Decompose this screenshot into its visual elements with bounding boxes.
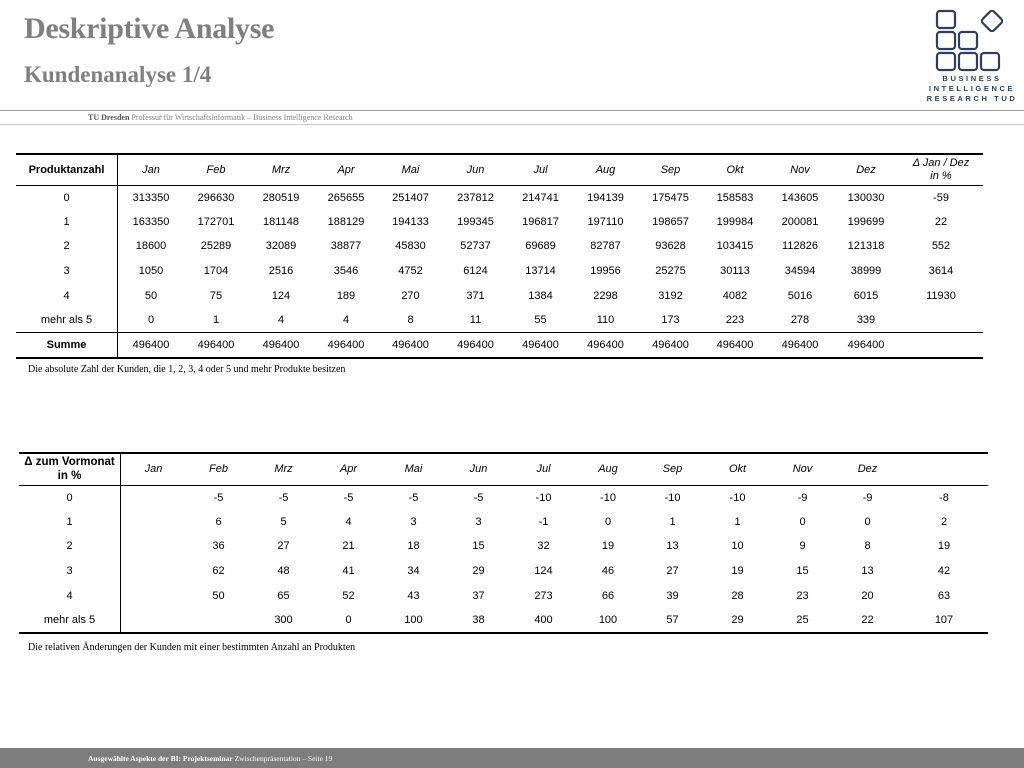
footer-bar <box>0 748 1024 768</box>
column-header: Aug <box>573 154 638 185</box>
column-header: Okt <box>705 453 770 485</box>
table-cell: 278 <box>790 314 810 327</box>
table-cell: -10 <box>729 491 746 504</box>
table-cell: 199699 <box>847 215 885 228</box>
table-cell: 199984 <box>716 215 754 228</box>
column-header: Mai <box>381 453 446 485</box>
delta-cell <box>899 333 983 359</box>
row-label: 2 <box>16 234 118 259</box>
column-header: Mrz <box>251 453 316 485</box>
column-header: Nov <box>770 453 835 485</box>
table-cell: 2 <box>940 515 948 528</box>
table-cell: 8 <box>864 540 871 553</box>
table-cell: 43 <box>407 589 420 602</box>
table-cell: 181148 <box>263 215 299 228</box>
table-cell: 0 <box>799 515 806 528</box>
table-cell: 0 <box>604 515 612 528</box>
table-cell: 112826 <box>782 240 818 253</box>
table-cell: 3 <box>410 515 417 528</box>
table-cell: 10 <box>731 540 744 553</box>
table-cell <box>121 534 187 559</box>
table-cell: 19 <box>937 540 951 553</box>
business-intelligence-research-logo <box>926 8 1018 104</box>
table-cell <box>186 608 251 633</box>
table-cell: 42 <box>937 565 951 578</box>
table-cell: 25275 <box>655 265 686 278</box>
column-header: Aug <box>576 453 640 485</box>
table-cell: 62 <box>212 565 225 578</box>
table-row <box>16 283 983 308</box>
table-cell: 29 <box>731 613 744 626</box>
table-cell: 223 <box>725 314 745 327</box>
delta-cell: 11930 <box>926 289 956 302</box>
table-cell: 13 <box>666 540 679 553</box>
table-cell: 198657 <box>652 215 689 228</box>
table-cell: 5016 <box>787 289 813 302</box>
table-cell: 173 <box>661 314 680 327</box>
sum-cell: 496400 <box>184 333 248 359</box>
table-cell: 0 <box>864 515 871 528</box>
table-cell: 20 <box>861 589 874 602</box>
column-header: Jun <box>446 453 511 485</box>
slide-title: Deskriptive Analyse <box>24 12 275 45</box>
table-row <box>16 234 983 259</box>
footer-text <box>88 754 332 763</box>
relative-change-table <box>19 452 988 634</box>
sum-cell: 496400 <box>573 333 638 359</box>
table-cell: 9 <box>799 540 806 553</box>
table-cell: 11 <box>469 314 482 327</box>
table-cell: 4 <box>342 314 350 327</box>
table-cell: 48 <box>277 565 290 578</box>
table-cell: -9 <box>862 491 873 504</box>
sum-cell: 496400 <box>638 333 703 359</box>
table-cell: 143605 <box>781 191 819 204</box>
table-cell: 32 <box>537 540 550 553</box>
footer-course: Ausgewählte Aspekte der BI: Projektseminar <box>88 754 233 763</box>
column-header: Nov <box>767 154 833 185</box>
table-cell: 200081 <box>781 215 819 228</box>
delta-cell: 22 <box>934 215 948 228</box>
table-cell: 3 <box>475 515 482 528</box>
table-cell: 163350 <box>132 215 170 228</box>
table-cell <box>121 608 187 633</box>
row-label: 1 <box>16 210 118 235</box>
table-cell: 82787 <box>590 240 621 253</box>
logo-squares-icon <box>926 8 1018 74</box>
table-row <box>16 259 983 284</box>
table-body <box>16 185 983 358</box>
institution-name: TU Dresden <box>88 113 130 122</box>
table-row <box>16 308 983 333</box>
table-cell: -1 <box>538 515 549 528</box>
table-cell: 280519 <box>262 191 300 204</box>
table-cell: 371 <box>466 289 485 302</box>
table-cell: 19956 <box>590 265 621 278</box>
table-cell <box>121 559 187 584</box>
column-header: Apr <box>314 154 378 185</box>
table-cell: 65 <box>277 589 290 602</box>
table-cell: 15 <box>796 565 809 578</box>
table-cell: 34594 <box>784 265 816 278</box>
sum-cell: 496400 <box>508 333 573 359</box>
column-header: Jun <box>443 154 508 185</box>
logo-line-3: RESEARCH TUD <box>926 94 1018 103</box>
table-cell: 27 <box>666 565 679 578</box>
table-cell: 69689 <box>525 240 556 253</box>
table-cell: 37 <box>472 589 485 602</box>
table-cell: 18600 <box>135 240 167 253</box>
table-cell: 214741 <box>522 191 559 204</box>
table-cell: 55 <box>534 314 547 327</box>
table-cell: 21 <box>342 540 355 553</box>
row-label: 1 <box>19 510 121 535</box>
table-cell: 172701 <box>197 215 235 228</box>
column-header: Jul <box>511 453 576 485</box>
slide-subtitle: Kundenanalyse 1/4 <box>24 62 212 87</box>
table-row <box>19 583 988 608</box>
table-cell <box>121 583 187 608</box>
table-row <box>19 608 988 633</box>
table-cell: 339 <box>856 314 876 327</box>
delta-cell <box>899 308 983 333</box>
table-cell: 36 <box>212 540 225 553</box>
delta-cell: 3614 <box>928 265 954 278</box>
footer-page-info: Zwischenpräsentation – Seite 19 <box>234 754 333 763</box>
table-cell: 313350 <box>132 191 170 204</box>
row-label: 4 <box>16 283 118 308</box>
table-cell: 28 <box>731 589 744 602</box>
column-header: Apr <box>316 453 381 485</box>
row-label: 0 <box>16 185 118 210</box>
table-cell: 3192 <box>658 289 683 302</box>
table-cell: -10 <box>664 491 681 504</box>
row-header-cell <box>19 453 121 485</box>
table-cell: 158583 <box>716 191 754 204</box>
column-header: Jan <box>118 154 185 185</box>
delta-column-header <box>899 154 983 185</box>
column-header: Okt <box>703 154 767 185</box>
table-cell: 6 <box>215 515 222 528</box>
table-cell: 251407 <box>392 191 429 204</box>
table-cell: 13 <box>861 565 874 578</box>
table-cell: 107 <box>934 613 954 626</box>
table-row <box>19 485 988 510</box>
table-cell: 199345 <box>457 215 494 228</box>
table-cell: -5 <box>408 491 419 504</box>
table-cell: 66 <box>601 589 615 602</box>
header-divider <box>0 110 1024 111</box>
table-cell: 38999 <box>850 265 882 278</box>
table-cell: 265655 <box>327 191 365 204</box>
table-cell: 273 <box>534 589 553 602</box>
table-cell: 0 <box>147 314 155 327</box>
table-cell: 4752 <box>398 265 423 278</box>
delta-cell: -59 <box>933 191 949 204</box>
table-cell: 2516 <box>268 265 294 278</box>
absolute-customers-table <box>16 153 983 359</box>
table-cell <box>121 485 187 510</box>
row-label: 3 <box>19 559 121 584</box>
table-cell: 39 <box>666 589 679 602</box>
table-cell: 197110 <box>587 215 624 228</box>
table-cell: -10 <box>535 491 552 504</box>
table-cell: -9 <box>797 491 808 504</box>
table-cell: 194139 <box>587 191 624 204</box>
table-cell: 52 <box>342 589 355 602</box>
table-cell: -5 <box>278 491 289 504</box>
column-header: Jan <box>121 453 187 485</box>
table-row <box>19 534 988 559</box>
table-cell: 1 <box>734 515 741 528</box>
sum-cell: 496400 <box>767 333 833 359</box>
table-cell: 1 <box>669 515 676 528</box>
table-cell: 196817 <box>522 215 559 228</box>
table-row <box>19 510 988 535</box>
table-cell: 1704 <box>203 265 229 278</box>
column-header: Dez <box>833 154 899 185</box>
delta-header-line-2: in % <box>930 169 952 182</box>
table-cell: 103415 <box>716 240 754 253</box>
table-cell: 18 <box>407 540 420 553</box>
row-label: mehr als 5 <box>19 608 121 633</box>
table-cell: 41 <box>342 565 355 578</box>
sum-cell: 496400 <box>378 333 443 359</box>
table-cell: 22 <box>861 613 874 626</box>
logo-line-1: BUSINESS <box>942 74 1002 83</box>
table-cell: 5 <box>280 515 287 528</box>
table-cell: 50 <box>212 589 225 602</box>
table-cell: 1384 <box>528 289 553 302</box>
table-cell: 19 <box>731 565 744 578</box>
row-header-line-2: in % <box>57 470 82 483</box>
table-cell: 46 <box>601 565 615 578</box>
table-cell: 194133 <box>392 215 429 228</box>
table-cell: 121318 <box>847 240 885 253</box>
sum-cell: 496400 <box>118 333 185 359</box>
row-label: 0 <box>19 485 121 510</box>
table-cell: 57 <box>666 613 679 626</box>
table-cell: 63 <box>937 589 951 602</box>
row-label: 2 <box>19 534 121 559</box>
column-header: Sep <box>640 453 705 485</box>
table-cell: 4082 <box>722 289 748 302</box>
table-cell: 45830 <box>395 240 426 253</box>
sum-cell: 496400 <box>833 333 899 359</box>
column-header: Mrz <box>248 154 314 185</box>
table-cell: 8 <box>407 314 414 327</box>
sum-cell: 496400 <box>314 333 378 359</box>
table-cell: 100 <box>404 613 423 626</box>
table-cell: 32089 <box>265 240 297 253</box>
table-cell: 296630 <box>197 191 235 204</box>
table-cell: -10 <box>600 491 616 504</box>
table-cell: 189 <box>336 289 356 302</box>
table-cell: 2298 <box>593 289 618 302</box>
row-label: mehr als 5 <box>16 308 118 333</box>
table-cell: -5 <box>473 491 484 504</box>
column-header: Feb <box>184 154 248 185</box>
table-cell: 237812 <box>457 191 494 204</box>
column-header: Mai <box>378 154 443 185</box>
sum-label: Summe <box>16 333 118 359</box>
logo-wordmark <box>926 74 1018 104</box>
table-cell: 15 <box>472 540 485 553</box>
table-header-row <box>19 453 988 485</box>
table-cell: 4 <box>345 515 352 528</box>
table-cell: 23 <box>796 589 809 602</box>
table-cell: 1050 <box>138 265 164 278</box>
table-cell: 38877 <box>330 240 362 253</box>
table-cell: 6124 <box>463 265 488 278</box>
table-cell <box>121 510 187 535</box>
table-cell: 52737 <box>460 240 491 253</box>
header-divider-lower <box>0 124 1024 125</box>
table-cell: 124 <box>271 289 291 302</box>
table-cell: -8 <box>939 491 949 504</box>
table-cell: 27 <box>277 540 290 553</box>
table-cell: 29 <box>472 565 485 578</box>
institution-department: Professur für Wirtschaftsinformatik – Business Intelligence Research <box>131 113 353 122</box>
table-cell: 3546 <box>333 265 359 278</box>
table-cell: 124 <box>534 565 553 578</box>
table-cell: 30113 <box>720 265 750 278</box>
table-cell: 270 <box>401 289 420 302</box>
table-cell: 188129 <box>327 215 365 228</box>
table-cell: 110 <box>596 314 615 327</box>
table-cell: 100 <box>598 613 618 626</box>
table-cell: 19 <box>601 540 615 553</box>
table-cell: 1 <box>212 314 220 327</box>
column-header: Feb <box>186 453 251 485</box>
row-label: 4 <box>19 583 121 608</box>
table-cell: 50 <box>144 289 158 302</box>
table-cell: 25 <box>796 613 809 626</box>
table-cell: 6015 <box>853 289 879 302</box>
column-header: Sep <box>638 154 703 185</box>
column-header <box>900 453 988 485</box>
column-header: Jul <box>508 154 573 185</box>
row-header-line-1: Δ zum Vormonat <box>24 456 115 469</box>
table-cell: 400 <box>534 613 553 626</box>
institution-line <box>88 113 353 122</box>
sum-cell: 496400 <box>443 333 508 359</box>
table-cell: 13714 <box>525 265 556 278</box>
delta-header-line-1: Δ Jan / Dez <box>912 156 970 169</box>
sum-row <box>16 333 983 359</box>
column-header: Dez <box>835 453 900 485</box>
row-header-cell: Produktanzahl <box>16 154 118 185</box>
logo-line-2: INTELLIGENCE <box>928 84 1016 93</box>
table-cell: 25289 <box>200 240 232 253</box>
table-cell: 130030 <box>847 191 885 204</box>
table-row <box>16 185 983 210</box>
sum-cell: 496400 <box>703 333 767 359</box>
table-cell: 0 <box>345 613 352 626</box>
table1-caption: Die absolute Zahl der Kunden, die 1, 2, 3, 4 oder 5 und mehr Produkte besitzen <box>28 364 346 375</box>
row-label: 3 <box>16 259 118 284</box>
table2-caption: Die relativen Änderungen der Kunden mit einer bestimmten Anzahl an Produkten <box>28 642 356 653</box>
table-cell: -5 <box>213 491 224 504</box>
table-cell: 75 <box>209 289 223 302</box>
sum-cell: 496400 <box>248 333 314 359</box>
table-cell: 93628 <box>655 240 686 253</box>
table-row <box>16 210 983 235</box>
table-body <box>19 485 988 633</box>
table-cell: 175475 <box>652 191 689 204</box>
table-cell: 300 <box>274 613 293 626</box>
delta-cell: 552 <box>931 240 951 253</box>
table-cell: 38 <box>472 613 485 626</box>
table-cell: -5 <box>343 491 354 504</box>
table-header-row <box>16 154 983 185</box>
table-cell: 34 <box>407 565 420 578</box>
table-cell: 4 <box>277 314 285 327</box>
table-row <box>19 559 988 584</box>
